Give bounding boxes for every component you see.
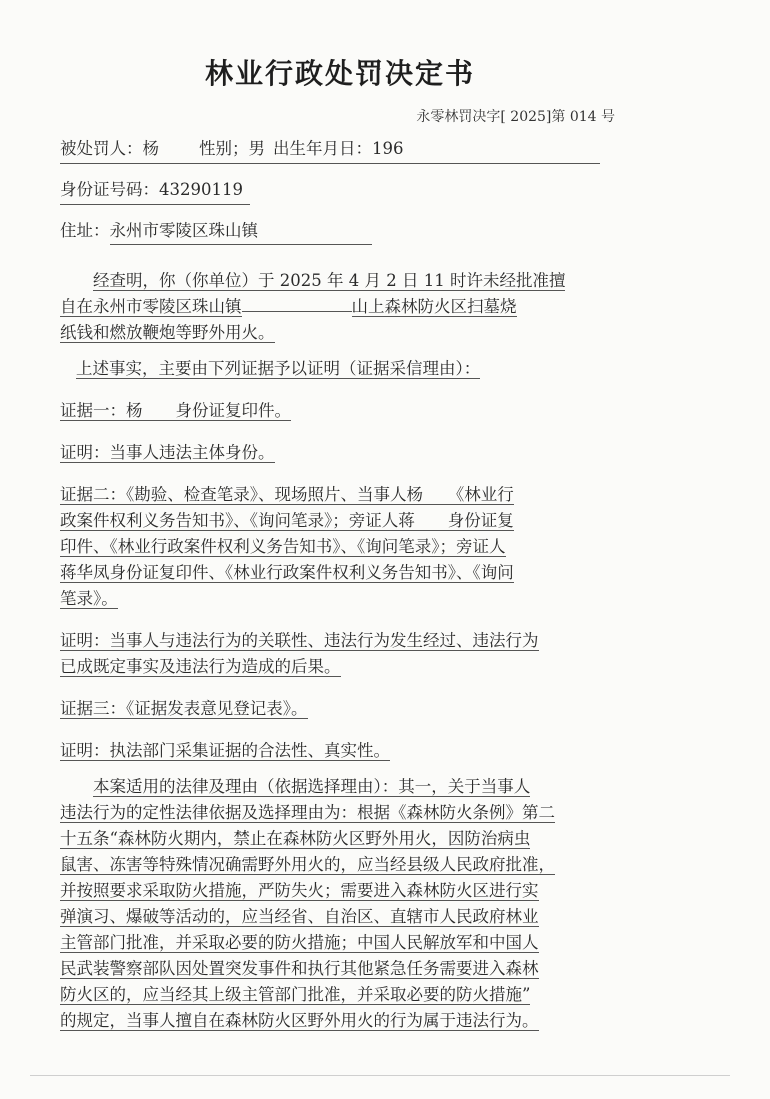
- address-value: 永州市零陵区珠山镇: [110, 218, 373, 245]
- law-line: 民武装警察部队因处置突发事件和执行其他紧急任务需要进入森林: [60, 959, 539, 978]
- law-line: 的规定，当事人擅自在森林防火区野外用火的行为属于违法行为。: [60, 1011, 539, 1030]
- facts-text: 山上森林防火区扫墓烧: [351, 297, 517, 316]
- law-line: 并按照要求采取防火措施，严防失火；需要进入森林防火区进行实: [60, 881, 539, 900]
- evidence-line: 已成既定事实及违法行为造成的后果。: [60, 657, 341, 676]
- evidence-item: [60, 482, 600, 612]
- facts-line: [60, 294, 600, 320]
- facts-text: 纸钱和燃放鞭炮等野外用火。: [60, 323, 275, 342]
- evidence-item: [60, 628, 600, 680]
- party-birth: 出生年月日：196: [273, 139, 404, 158]
- evidence-line: 政案件权利义务告知书》、《询问笔录》；旁证人蒋 身份证复: [60, 511, 514, 530]
- law-paragraph: [60, 774, 600, 1034]
- party-row: [60, 136, 600, 164]
- page-bottom-rule: [30, 1075, 730, 1076]
- id-row: [60, 177, 250, 205]
- evidence-item: [60, 696, 600, 722]
- facts-line: [60, 320, 600, 346]
- law-line: 本案适用的法律及理由（依据选择理由）：其一，关于当事人: [93, 777, 531, 796]
- party-name: 被处罚人：杨: [60, 139, 159, 158]
- evidence-line: 证明：当事人违法主体身份。: [60, 443, 275, 462]
- evidence-line: 证据二：《勘验、检查笔录》、现场照片、当事人杨 《林业行: [60, 485, 514, 504]
- law-line: 弹演习、爆破等活动的，应当经省、自治区、直辖市人民政府林业: [60, 907, 539, 926]
- evidence-item: [60, 440, 600, 466]
- facts-line: [60, 268, 600, 294]
- law-line: 防火区的，应当经其上级主管部门批准，并采取必要的防火措施”: [60, 985, 531, 1004]
- evidence-intro-text: 上述事实，主要由下列证据予以证明（证据采信理由）：: [76, 359, 481, 378]
- evidence-line: 证明：当事人与违法行为的关联性、违法行为发生经过、违法行为: [60, 631, 539, 650]
- evidence-intro: [60, 356, 600, 382]
- law-line: 十五条“森林防火期内，禁止在森林防火区野外用火，因防治病虫: [60, 829, 531, 848]
- party-id: 身份证号码：43290119: [60, 180, 243, 199]
- facts-paragraph: [60, 268, 600, 346]
- evidence-line: 笔录》。: [60, 589, 118, 608]
- law-line: 鼠害、冻害等特殊情况确需野外用火的，应当经县级人民政府批准，: [60, 855, 555, 874]
- evidence-item: [60, 398, 600, 424]
- evidence-line: 证据三：《证据发表意见登记表》。: [60, 699, 308, 718]
- evidence-line: 证明：执法部门采集证据的合法性、真实性。: [60, 741, 390, 760]
- address-row: [60, 218, 372, 245]
- document-title: 林业行政处罚决定书: [204, 57, 475, 90]
- evidence-line: 证据一：杨 身份证复印件。: [60, 401, 291, 420]
- evidence-line: 蒋华凤身份证复印件、《林业行政案件权利义务告知书》、《询问: [60, 563, 514, 582]
- facts-text: 经查明，你（你单位）于 2025 年 4 月 2 日 11 时许未经批准擅: [93, 271, 566, 290]
- evidence-item: [60, 738, 600, 764]
- facts-text: 自在永州市零陵区珠山镇: [60, 297, 242, 316]
- evidence-line: 印件、《林业行政案件权利义务告知书》、《询问笔录》；旁证人: [60, 537, 506, 556]
- document-number: 永零林罚决字[ 2025]第 014 号: [416, 109, 615, 125]
- document-body: [60, 136, 600, 1034]
- address-label: 住址：: [60, 221, 110, 240]
- party-gender: 性别；男: [199, 139, 265, 158]
- law-line: 主管部门批准，并采取必要的防火措施；中国人民解放军和中国人: [60, 933, 539, 952]
- law-line: 违法行为的定性法律依据及选择理由为：根据《森林防火条例》第二: [60, 803, 555, 822]
